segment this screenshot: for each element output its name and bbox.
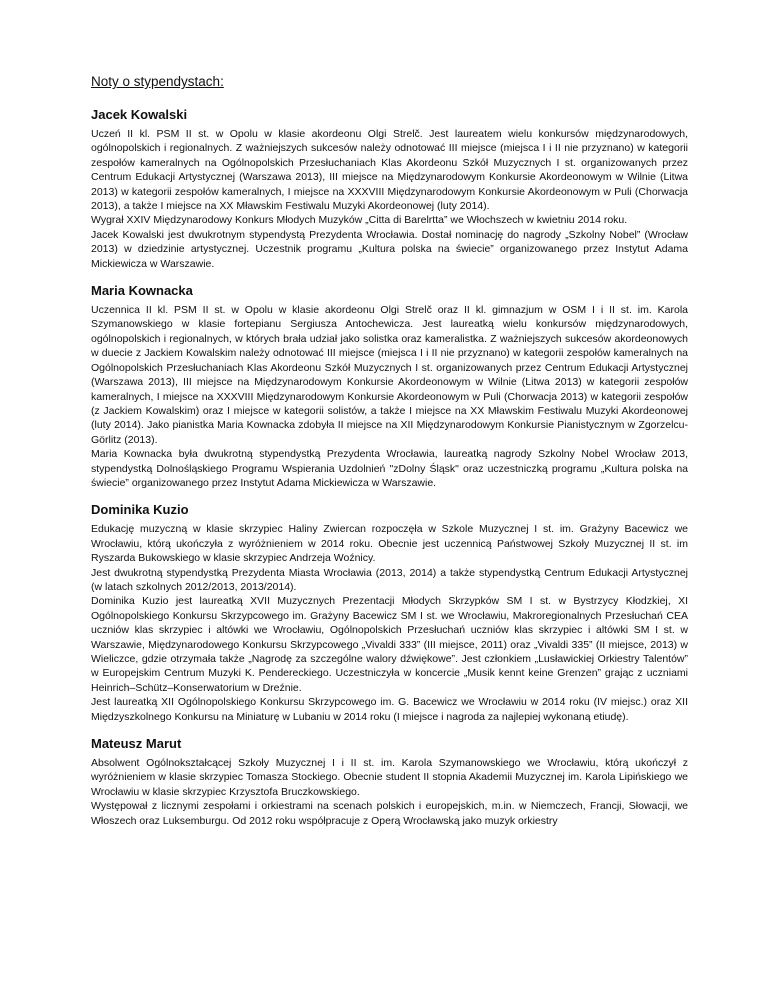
document-page bbox=[91, 74, 688, 840]
paragraph: Jest dwukrotną stypendystką Prezydenta Miasta Wrocławia (2013, 2014) a także stypendystką Centrum Edukacji Artystycznej (w latach szkolnych 2012/2013, 2013/2014). bbox=[91, 566, 688, 593]
paragraph: Edukację muzyczną w klasie skrzypiec Haliny Zwiercan rozpoczęła w Szkole Muzycznej I st. im. Grażyny Bacewicz we Wrocławiu, którą ukończyła z wyróżnieniem w 2014 roku. Obecnie jest uczennicą Państwowej Szkoły Muzycznej II st. im Ryszarda Bukowskiego w klasie skrzypiec Andrzeja Woźnicy. bbox=[91, 523, 688, 565]
document-title: Noty o stypendystach: bbox=[91, 74, 224, 89]
person-section-kownacka bbox=[91, 283, 688, 490]
person-name: Dominika Kuzio bbox=[91, 502, 189, 518]
paragraph: Dominika Kuzio jest laureatką XVII Muzycznych Prezentacji Młodych Skrzypków SM I st. w Bystrzycy Kłodzkiej, XI Ogólnopolskiego Konkursu Skrzypcowego im. Grażyny Bacewicz SM I st. we Wrocławiu, Makroregionalnych Przesłuchań CEA uczniów klas skrzypiec i altówki we Wrocławiu, Ogólnopolskich Przesłuchań uczniów klas skrzypiec i altówki SM I st. w Warszawie, Międzynarodowego Konkursu Skrzypcowego „Vivaldi 333” (III miejsce, 2011) oraz „Vivaldi 335” (II miejsce, 2013) w Wieliczce, gdzie otrzymała także „Nagrodę za szczególne walory dźwiękowe”. Jest członkiem „Lusławickiej Orkiestry Talentów” w Europejskim Centrum Muzyki K. Pendereckiego. Uczestniczyła w koncercie „Musik kennt keine Grenzen” grając z uczniami Heinrich–Schütz–Konserwatorium w Dreźnie. bbox=[91, 595, 688, 694]
paragraph: Absolwent Ogólnokształcącej Szkoły Muzycznej I i II st. im. Karola Szymanowskiego we Wrocławiu, którą ukończył z wyróżnieniem w klasie skrzypiec Tomasza Stockiego. Obecnie student II stopnia Akademii Muzycznej im. Karola Lipińskiego we Wrocławiu w klasie skrzypiec Krzysztofa Bruczkowskiego. bbox=[91, 757, 688, 798]
paragraph: Występował z licznymi zespołami i orkiestrami na scenach polskich i europejskich, m.in. w Niemczech, Francji, Słowacji, we Włoszech oraz Luksemburgu. Od 2012 roku współpracuje z Operą Wrocławską jako muzyk orkiestry bbox=[91, 800, 688, 827]
paragraph: Uczennica II kl. PSM II st. w Opolu w klasie akordeonu Olgi Strelč oraz II kl. gimnazjum w OSM I i II st. im. Karola Szymanowskiego w klasie fortepianu Sergiusza Antochewicza. Jest laureatką wielu konkursów międzynarodowych, ogólnopolskich i regionalnych, w których brała udział jako solistka oraz kameralistka. Z ważniejszych sukcesów akordeonowych w duecie z Jackiem Kowalskim należy odnotować III miejsce (miejsca I i II nie przyznano) w kategorii zespołów kameralnych na Ogólnopolskich Przesłuchaniach Klas Akordeonu Szkół Muzycznych I st. organizowanych przez Centrum Edukacji Artystycznej (Warszawa 2013), III miejsce na Międzynarodowym Konkursie Akordeonowym w Wilnie (Litwa 2013) w kategorii zespołów kameralnych, I miejsce na XXXVIII Międzynarodowym Konkursie Akordeonowym w Puli (Chorwacja 2013) w kategorii zespołów (z Jackiem Kowalskim) oraz I miejsce w kategorii solistów, a także I miejsce na XX Mławskim Festiwalu Muzyki Akordeonowej (luty 2014). Jako pianistka Maria Kownacka zdobyła II miejsce na XII Międzynarodowym Konkursie Pianistycznym w Zgorzelcu-Görlitz (2013). bbox=[91, 304, 688, 446]
paragraph: Uczeń II kl. PSM II st. w Opolu w klasie akordeonu Olgi Strelč. Jest laureatem wielu konkursów międzynarodowych, ogólnopolskich i regionalnych. Z ważniejszych sukcesów należy odnotować III miejsce (miejsca I i II nie przyznano) w kategorii zespołów kameralnych na Ogólnopolskich Przesłuchaniach Klas Akordeonu Szkół Muzycznych I st. organizowanych przez Centrum Edukacji Artystycznej (Warszawa 2013), III miejsce na Międzynarodowym Konkursie Akordeonowym w Wilnie (Litwa 2013) w kategorii zespołów kameralnych, I miejsce na XXXVIII Międzynarodowym Konkursie Akordeonowym w Puli (Chorwacja 2013), a także I miejsce na XX Mławskim Festiwalu Muzyki Akordeonowej (luty 2014). bbox=[91, 128, 688, 213]
person-section-kowalski bbox=[91, 107, 688, 271]
paragraph: Wygrał XXIV Międzynarodowy Konkurs Młodych Muzyków „Citta di Barelrtta” we Włochszech w kwietniu 2014 roku. bbox=[91, 214, 628, 227]
person-section-kuzio bbox=[91, 502, 688, 724]
paragraph: Jest laureatką XII Ogólnopolskiego Konkursu Skrzypcowego im. G. Bacewicz we Wrocławiu w 2014 roku (IV miejsc.) oraz XII Międzyszkolnego Konkursu na Miniaturę w Lubaniu w 2014 roku (I miejsce i nagroda za najlepiej wykonaną etiudę). bbox=[91, 696, 688, 723]
paragraph: Maria Kownacka była dwukrotną stypendystką Prezydenta Wrocławia, laureatką nagrody Szkolny Nobel Wrocław 2013, stypendystką Dolnośląskiego Programu Wspierania Uzdolnień "zDolny Śląsk" oraz uczestniczką programu „Kultura polska na świecie” organizowanego przez Instytut Adama Mickiewicza w Warszawie. bbox=[91, 448, 688, 489]
paragraph: Jacek Kowalski jest dwukrotnym stypendystą Prezydenta Wrocławia. Dostał nominację do nagrody „Szkolny Nobel” (Wrocław 2013) w dziedzinie artystycznej. Uczestnik programu „Kultura polska na świecie” organizowanego przez Instytut Adama Mickiewicza w Warszawie. bbox=[91, 228, 688, 270]
person-name: Jacek Kowalski bbox=[91, 107, 188, 122]
person-section-marut bbox=[91, 736, 688, 828]
person-name: Maria Kownacka bbox=[91, 283, 193, 299]
person-name: Mateusz Marut bbox=[91, 736, 182, 752]
